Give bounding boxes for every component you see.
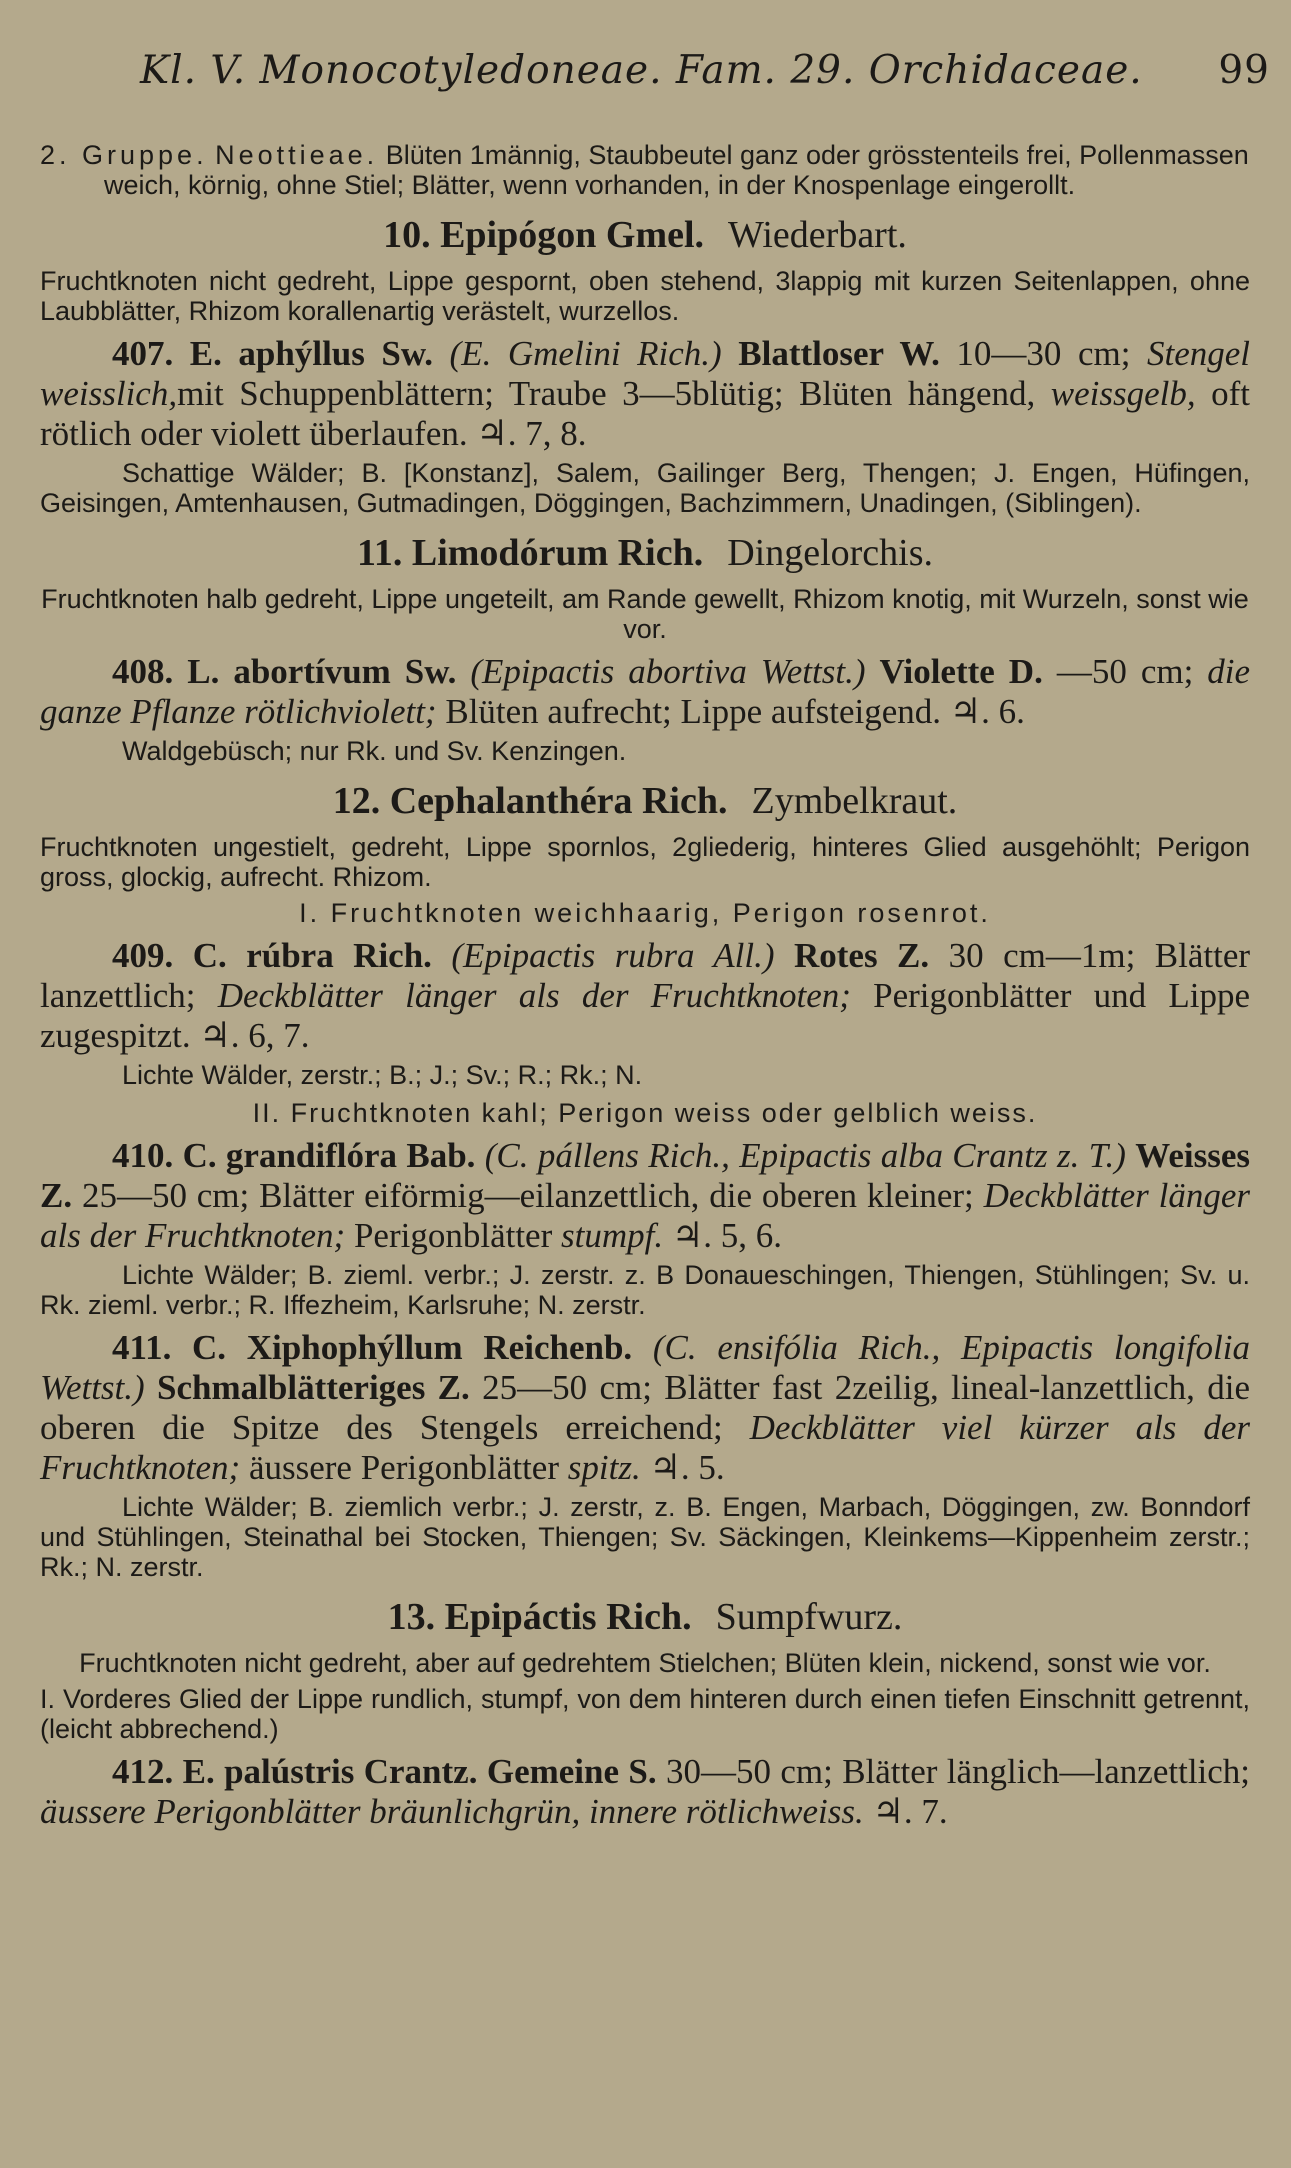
species-desc-italic: Deckblätter länger als der Fruchtknoten;: [217, 976, 851, 1015]
species-entry: [40, 652, 1250, 732]
species-common-name: Violette D.: [879, 652, 1043, 691]
species-name: 410. C. grandiflóra Bab.: [112, 1136, 476, 1175]
species-desc: 10—30 cm;: [956, 334, 1131, 373]
species-name: 409. C. rúbra Rich.: [112, 936, 432, 975]
species-name: 408. L. abortívum Sw.: [112, 652, 457, 691]
species-desc: ♃. 5.: [649, 1448, 725, 1487]
species-habitat: Lichte Wälder; B. zieml. verbr.; J. zerstr. z. B Donaueschingen, Thiengen, Stühlingen; Sv. u. Rk. zieml. verbr.; R. Iffezheim, Karlsruhe; N. zerstr.: [40, 1260, 1250, 1320]
running-title: Kl. V. Monocotyledoneae. Fam. 29. Orchidaceae.: [140, 48, 1143, 93]
species-common-name: Blattloser W.: [738, 334, 940, 373]
species-entry: [40, 334, 1250, 454]
genus-name: 11. Limodórum Rich.: [356, 532, 704, 574]
group-text: Blüten 1männig, Staubbeutel ganz oder grösstenteils frei, Pollenmassen weich, körnig, ohne Stiel; Blätter, wenn vorhanden, in der Knospenlage eingerollt.: [104, 140, 1249, 200]
genus-common-name: Sumpfwurz.: [715, 1596, 903, 1638]
species-desc-italic: äussere Perigonblätter bräunlichgrün, innere rötlichweiss.: [40, 1792, 864, 1831]
species-desc: Blüten aufrecht; Lippe aufsteigend. ♃. 6.: [445, 692, 1025, 731]
species-desc: —50 cm;: [1056, 652, 1194, 691]
genus-common-name: Dingelorchis.: [727, 532, 934, 574]
species-name: 411. C. Xiphophýllum Reichenb.: [112, 1328, 633, 1367]
species-desc-italic: spitz.: [567, 1448, 641, 1487]
genus-heading: [40, 212, 1250, 258]
species-common-name: Gemeine S.: [486, 1752, 657, 1791]
subgroup-heading: I. Vorderes Glied der Lippe rundlich, stumpf, von dem hinteren durch einen tiefen Einschnitt getrennt, (leicht abbrechend.): [40, 1684, 1250, 1744]
page-content: [40, 140, 1250, 1836]
species-desc: ♃. 7.: [872, 1792, 948, 1831]
genus-common-name: Zymbelkraut.: [751, 780, 958, 822]
species-habitat: Waldgebüsch; nur Rk. und Sv. Kenzingen.: [122, 736, 627, 766]
species-desc-italic: Deckblätter viel kürzer als der Fruchtknoten;: [40, 1408, 1250, 1487]
species-desc: 25—50 cm; Blätter eiförmig—eilanzettlich, die oberen kleiner;: [81, 1176, 974, 1215]
species-entry: [40, 1328, 1250, 1488]
species-entry: [40, 1136, 1250, 1256]
subgroup-heading: II. Fruchtknoten kahl; Perigon weiss oder gelblich weiss.: [252, 1098, 1038, 1128]
genus-heading: [40, 1594, 1250, 1640]
species-entry: [40, 1752, 1250, 1832]
group-name: Neottieae.: [215, 140, 379, 170]
species-habitat: Lichte Wälder, zerstr.; B.; J.; Sv.; R.; Rk.; N.: [122, 1060, 643, 1090]
species-synonym: (Epipactis abortiva Wettst.): [470, 652, 866, 691]
species-desc: mit Schuppenblättern; Traube 3—5blütig; Blüten hängend,: [177, 374, 1036, 413]
species-name: 407. E. aphýllus Sw.: [112, 334, 433, 373]
species-synonym: (C. ensifólia Rich., Epipactis longifolia Wettst.): [40, 1328, 1251, 1407]
page-number: 99: [1218, 48, 1270, 93]
species-desc: äussere Perigonblätter: [248, 1448, 559, 1487]
genus-key: Fruchtknoten nicht gedreht, aber auf gedrehtem Stielchen; Blüten klein, nickend, sonst wie vor.: [79, 1648, 1211, 1678]
species-desc: oft rötlich oder violett überlaufen. ♃. 7, 8.: [40, 374, 1251, 453]
species-name: 412. E. palústris Crantz.: [112, 1752, 478, 1791]
species-desc: 25—50 cm; Blätter fast 2zeilig, lineal-lanzettlich, die oberen die Spitze des Stengels erreichend;: [40, 1368, 1251, 1447]
genus-heading: [40, 530, 1250, 576]
genus-key: Fruchtknoten nicht gedreht, Lippe gespornt, oben stehend, 3lappig mit kurzen Seitenlappen, ohne Laubblätter, Rhizom korallenartig verästelt, wurzellos.: [40, 266, 1250, 326]
species-habitat: Lichte Wälder; B. ziemlich verbr.; J. zerstr, z. B. Engen, Marbach, Döggingen, zw. Bonndorf und Stühlingen, Steinathal bei Stocken, Thiengen; Sv. Säckingen, Kleinkems—Kippenheim zerstr.; Rk.; N. zerstr.: [40, 1492, 1250, 1582]
species-desc-italic: die ganze Pflanze rötlichviolett;: [40, 652, 1251, 731]
species-desc-italic: Deckblätter länger als der Fruchtknoten;: [40, 1176, 1251, 1255]
species-desc: Perigonblätter: [353, 1216, 553, 1255]
genus-key: Fruchtknoten halb gedreht, Lippe ungeteilt, am Rande gewellt, Rhizom knotig, mit Wurzeln, sonst wie vor.: [41, 584, 1249, 644]
species-habitat: Schattige Wälder; B. [Konstanz], Salem, Gailinger Berg, Thengen; J. Engen, Hüfingen, Geisingen, Amtenhausen, Gutmadingen, Döggingen, Bachzimmern, Unadingen, (Siblingen).: [40, 458, 1250, 518]
genus-heading: [40, 778, 1250, 824]
subgroup-heading: I. Fruchtknoten weichhaarig, Perigon rosenrot.: [299, 898, 991, 928]
species-desc-italic: Stengel weisslich,: [40, 334, 1251, 413]
genus-common-name: Wiederbart.: [728, 214, 907, 256]
species-desc: 30 cm—1m; Blätter lanzettlich;: [40, 936, 1251, 1015]
species-common-name: Schmalblätteriges Z.: [157, 1368, 470, 1407]
species-synonym: (C. pállens Rich., Epipactis alba Crantz z. T.): [484, 1136, 1126, 1175]
group-heading: [40, 140, 1250, 200]
species-synonym: (Epipactis rubra All.): [451, 936, 775, 975]
species-common-name: Rotes Z.: [794, 936, 930, 975]
genus-name: 10. Epipógon Gmel.: [383, 214, 705, 256]
species-desc: ♃. 5, 6.: [671, 1216, 782, 1255]
group-label: 2. Gruppe.: [40, 140, 208, 170]
species-common-name: Weisses Z.: [40, 1136, 1250, 1215]
species-desc: 30—50 cm; Blätter länglich—lanzettlich;: [665, 1752, 1251, 1791]
genus-name: 12. Cephalanthéra Rich.: [332, 780, 728, 822]
species-desc-italic: stumpf.: [561, 1216, 664, 1255]
genus-key: Fruchtknoten ungestielt, gedreht, Lippe spornlos, 2gliederig, hinteres Glied ausgehöhlt; Perigon gross, glockig, aufrecht. Rhizom.: [40, 832, 1250, 892]
species-synonym: (E. Gmelini Rich.): [449, 334, 722, 373]
species-entry: [40, 936, 1250, 1056]
species-desc: Perigonblätter und Lippe zugespitzt. ♃. 6, 7.: [40, 976, 1251, 1055]
species-desc-italic: weissgelb,: [1050, 374, 1196, 413]
genus-name: 13. Epipáctis Rich.: [387, 1596, 692, 1638]
running-header: [140, 48, 1270, 98]
